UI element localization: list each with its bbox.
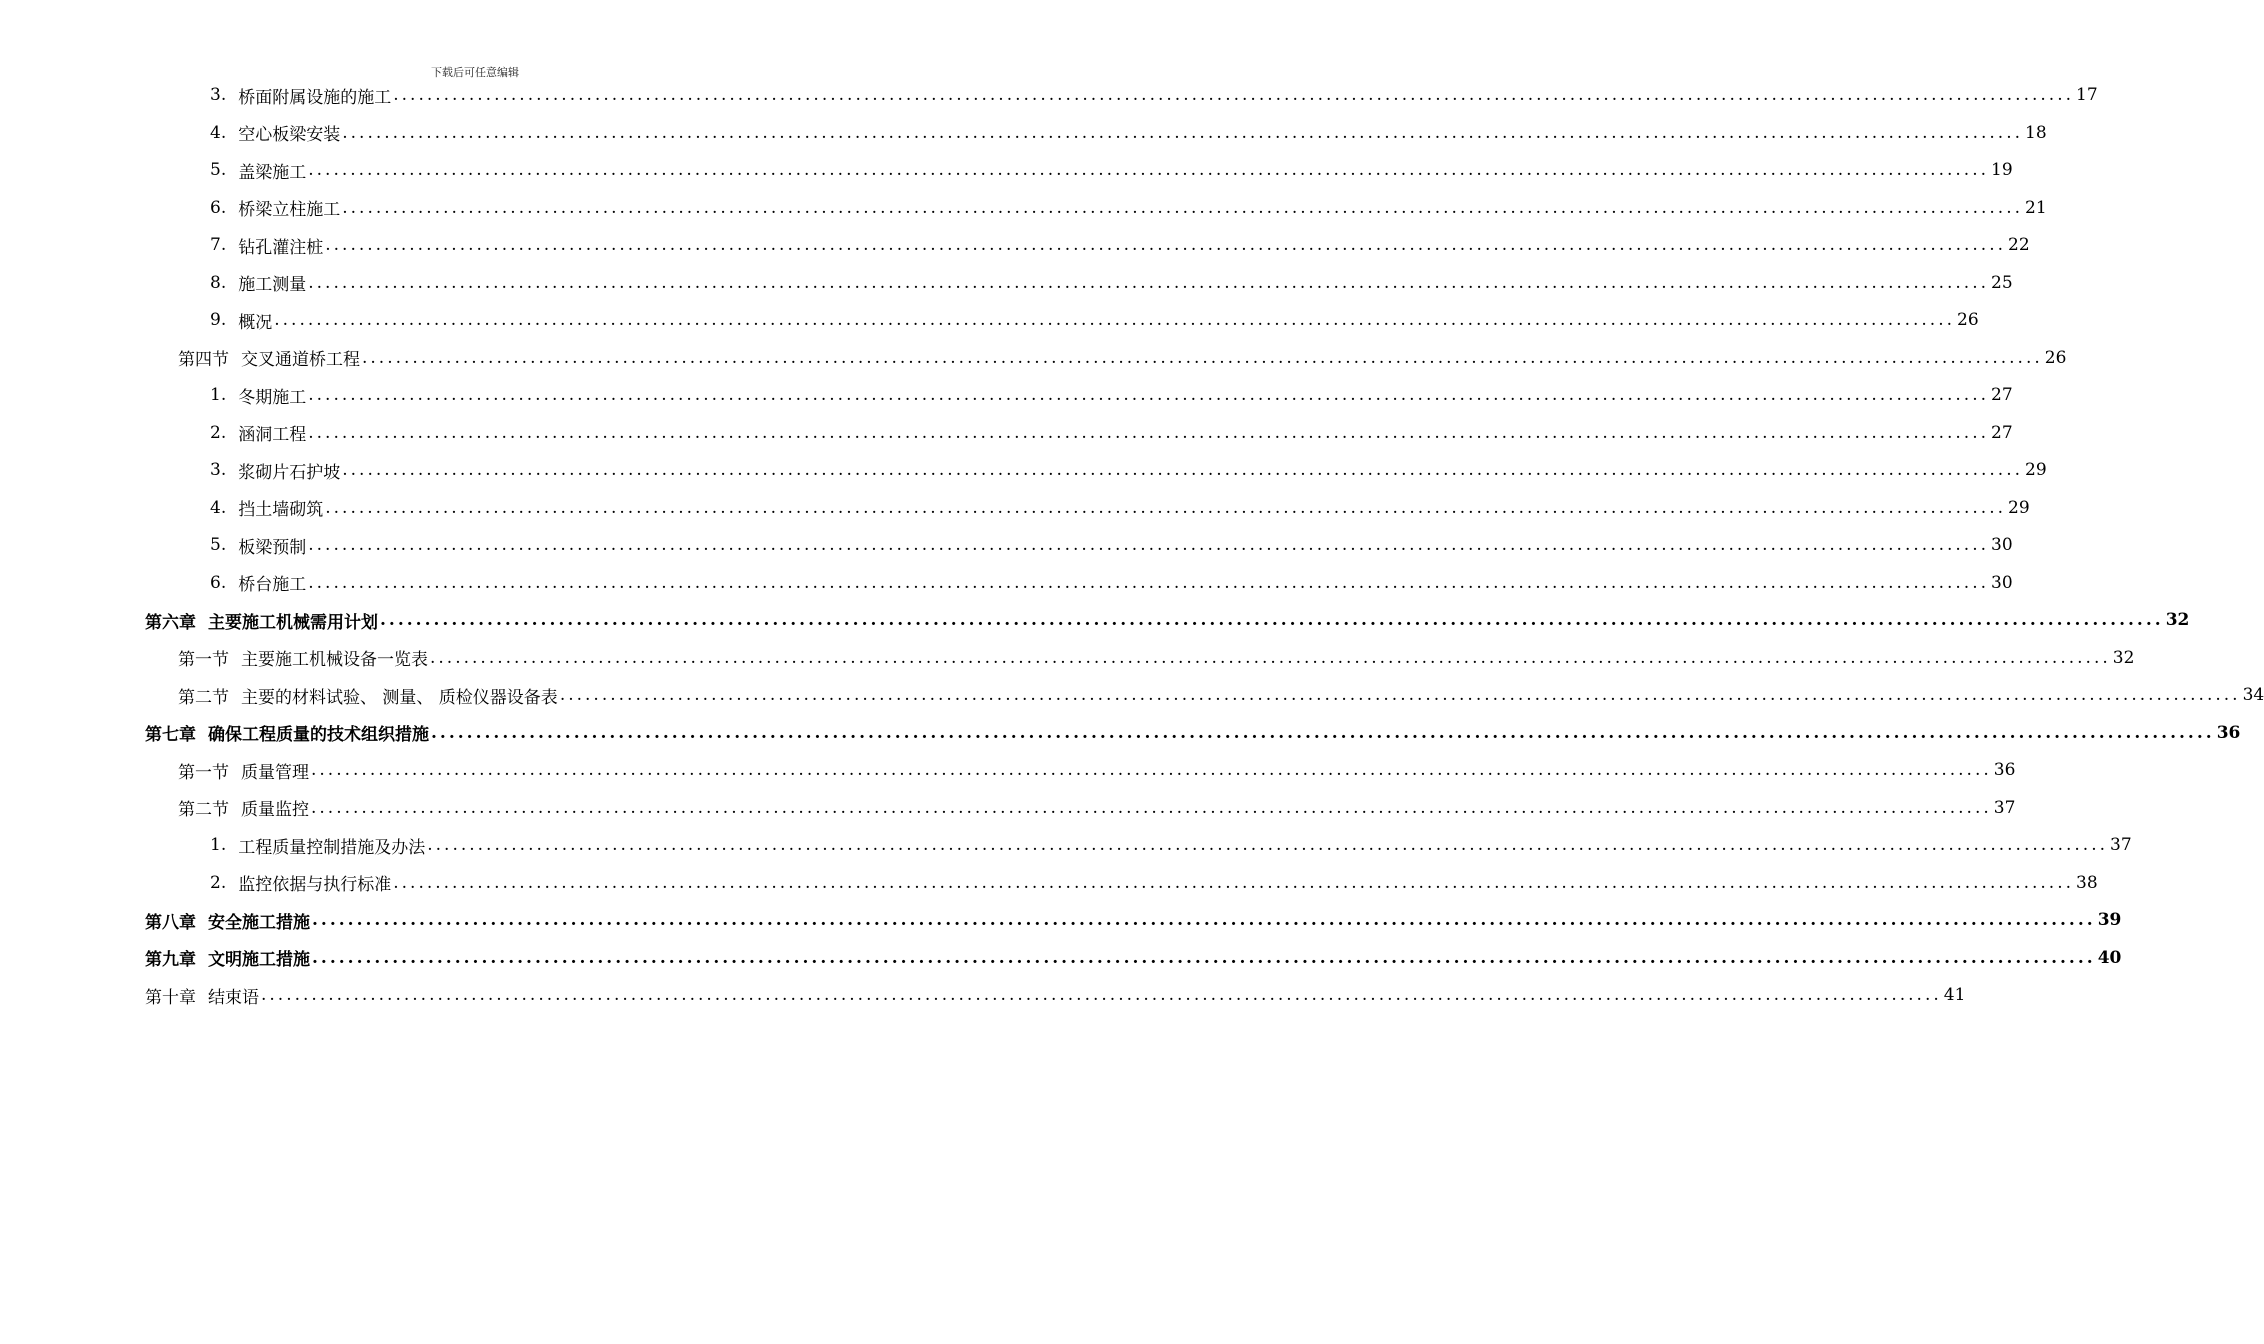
toc-dot-leader: ........................................................................................................................................................................................................: [308, 535, 1989, 555]
toc-entry-page: 37: [2110, 835, 2132, 855]
toc-entry-number: 7.: [210, 235, 227, 255]
toc-dot-leader: ........................................................................................................................................................................................................: [342, 122, 2023, 143]
toc-dot-leader: ........................................................................................................................................................................................................: [325, 497, 2006, 518]
toc-dot-leader: ........................................................................................................................................................................................................: [559, 685, 2241, 705]
toc-dot-leader: ........................................................................................................................................................................................................: [342, 197, 2023, 218]
toc-entry-title: 确保工程质量的技术组织措施: [208, 725, 429, 745]
toc-entry-title: 工程质量控制措施及办法: [238, 837, 426, 858]
toc-entry[interactable]: [145, 602, 2190, 638]
toc-entry-page: 26: [1957, 310, 1979, 330]
toc-entry-number: 6.: [210, 197, 227, 218]
toc-dot-leader: ........................................................................................................................................................................................................: [261, 985, 1942, 1005]
toc-entry[interactable]: [178, 677, 2264, 713]
toc-entry-page: 32: [2165, 610, 2190, 630]
toc-entry-title: 主要的材料试验、 测量、 质检仪器设备表: [241, 687, 558, 708]
toc-dot-leader: ........................................................................................................................................................................................................: [342, 460, 2023, 480]
toc-entry[interactable]: [210, 865, 2098, 901]
toc-entry-title: 监控依据与执行标准: [238, 875, 392, 895]
toc-entry-page: 30: [1991, 535, 2013, 555]
toc-entry[interactable]: [210, 377, 2013, 413]
toc-entry[interactable]: [210, 265, 2013, 301]
toc-entry-page: 41: [1943, 985, 1966, 1005]
toc-entry-page: 25: [1991, 272, 2013, 293]
toc-dot-leader: ........................................................................................................................................................................................................: [312, 947, 2096, 968]
toc-entry-number: 6.: [210, 572, 227, 593]
toc-entry[interactable]: [145, 902, 2122, 938]
toc-entry[interactable]: [145, 977, 1966, 1013]
toc-entry-title: 桥台施工: [238, 575, 307, 595]
toc-entry[interactable]: [210, 490, 2030, 526]
toc-entry-title: 桥面附属设施的施工: [238, 87, 392, 108]
toc-entry[interactable]: [210, 302, 1979, 338]
toc-entry-number: 1.: [210, 835, 227, 855]
toc-entry-title: 钻孔灌注桩: [238, 237, 324, 258]
toc-entry-number: 4.: [210, 122, 227, 143]
toc-dot-leader: ........................................................................................................................................................................................................: [430, 647, 2111, 668]
toc-entry-number: 2.: [210, 872, 227, 893]
toc-entry-page: 32: [2112, 647, 2135, 668]
toc-dot-leader: ........................................................................................................................................................................................................: [308, 422, 1989, 443]
toc-entry-number: 1.: [210, 385, 227, 405]
toc-entry-title: 安全施工措施: [208, 912, 310, 933]
toc-entry-number: 第二节: [178, 687, 229, 708]
toc-entry-page: 36: [2216, 722, 2241, 743]
toc-entry-number: 第六章: [145, 612, 196, 633]
toc-entry[interactable]: [178, 752, 2016, 788]
toc-entry-page: 19: [1991, 160, 2013, 180]
toc-entry-title: 概况: [238, 312, 273, 333]
toc-entry[interactable]: [178, 640, 2135, 676]
toc-entry-page: 29: [2025, 460, 2047, 480]
toc-entry-number: 第九章: [145, 950, 196, 970]
toc-entry-title: 主要施工机械需用计划: [208, 612, 378, 633]
toc-entry[interactable]: [210, 115, 2047, 151]
toc-entry-page: 29: [2008, 497, 2030, 518]
toc-entry-page: 36: [1993, 760, 2016, 780]
toc-dot-leader: ........................................................................................................................................................................................................: [308, 160, 1989, 180]
toc-dot-leader: ........................................................................................................................................................................................................: [393, 85, 2074, 105]
toc-entry[interactable]: [210, 415, 2013, 451]
toc-dot-leader: ........................................................................................................................................................................................................: [325, 235, 2006, 255]
toc-entry-number: 2.: [210, 422, 227, 443]
toc-entry-page: 17: [2076, 85, 2098, 105]
toc-entry-number: 第八章: [145, 912, 196, 933]
toc-entry-title: 质量管理: [241, 762, 309, 783]
toc-entry[interactable]: [210, 152, 2013, 188]
toc-entry-title: 质量监控: [241, 800, 309, 820]
toc-entry-title: 施工测量: [238, 275, 307, 295]
toc-entry[interactable]: [210, 77, 2098, 113]
toc-entry-title: 空心板梁安装: [238, 125, 341, 145]
toc-entry-title: 主要施工机械设备一览表: [241, 650, 428, 670]
toc-entry[interactable]: [210, 452, 2047, 488]
toc-entry[interactable]: [145, 715, 2241, 751]
toc-entry[interactable]: [210, 190, 2047, 226]
toc-entry-number: 8.: [210, 272, 227, 293]
toc-dot-leader: ........................................................................................................................................................................................................: [308, 385, 1989, 405]
toc-entry-page: 18: [2025, 122, 2047, 143]
toc-dot-leader: ........................................................................................................................................................................................................: [393, 872, 2074, 893]
toc-entry-title: 盖梁施工: [238, 162, 307, 183]
toc-entry-title: 桥梁立柱施工: [238, 200, 341, 220]
toc-entry[interactable]: [210, 827, 2132, 863]
toc-dot-leader: ........................................................................................................................................................................................................: [308, 572, 1989, 593]
toc-entry-title: 挡土墙砌筑: [238, 500, 324, 520]
toc-entry-number: 第十章: [145, 987, 196, 1008]
toc-entry-page: 30: [1991, 572, 2013, 593]
toc-entry-number: 第一节: [178, 762, 229, 783]
toc-dot-leader: ........................................................................................................................................................................................................: [431, 722, 2215, 743]
toc-entry-title: 涵洞工程: [238, 425, 307, 445]
toc-entry[interactable]: [210, 227, 2030, 263]
toc-entry-page: 40: [2097, 947, 2122, 968]
toc-entry-page: 27: [1991, 385, 2013, 405]
toc-entry-title: 浆砌片石护坡: [238, 462, 341, 483]
toc-entry-page: 26: [2044, 347, 2067, 368]
toc-entry-number: 4.: [210, 497, 227, 518]
toc-entry-page: 38: [2076, 872, 2098, 893]
toc-entry[interactable]: [210, 565, 2013, 601]
toc-entry-number: 第七章: [145, 725, 196, 745]
toc-entry-title: 冬期施工: [238, 387, 307, 408]
toc-entry-number: 第一节: [178, 650, 229, 670]
toc-entry-page: 27: [1991, 422, 2013, 443]
toc-entry-title: 结束语: [208, 987, 259, 1008]
toc-dot-leader: ........................................................................................................................................................................................................: [311, 760, 1992, 780]
toc-entry-title: 板梁预制: [238, 537, 307, 558]
toc-entry[interactable]: [178, 340, 2067, 376]
toc-entry-number: 3.: [210, 460, 227, 480]
toc-dot-leader: ........................................................................................................................................................................................................: [380, 610, 2164, 630]
toc-entry-number: 第四节: [178, 350, 229, 370]
toc-entry-number: 3.: [210, 85, 227, 105]
toc-entry-title: 文明施工措施: [208, 950, 310, 970]
toc-entry-page: 34: [2242, 685, 2264, 705]
header-note: 下载后可任意编辑: [431, 66, 519, 79]
toc-dot-leader: ........................................................................................................................................................................................................: [308, 272, 1989, 293]
toc-entry[interactable]: [178, 790, 2016, 826]
toc-entry-page: 37: [1993, 797, 2016, 818]
toc-entry-number: 9.: [210, 310, 227, 330]
toc-entry-title: 交叉通道桥工程: [241, 350, 360, 370]
toc-entry-page: 21: [2025, 197, 2047, 218]
toc-entry-number: 5.: [210, 535, 227, 555]
toc-entry-number: 第二节: [178, 800, 229, 820]
toc-dot-leader: ........................................................................................................................................................................................................: [427, 835, 2108, 855]
toc-entry[interactable]: [210, 527, 2013, 563]
toc-dot-leader: ........................................................................................................................................................................................................: [312, 910, 2096, 930]
toc-entry-number: 5.: [210, 160, 227, 180]
toc-entry[interactable]: [145, 940, 2122, 976]
toc-entry-page: 22: [2008, 235, 2030, 255]
toc-dot-leader: ........................................................................................................................................................................................................: [274, 310, 1955, 330]
toc-dot-leader: ........................................................................................................................................................................................................: [362, 347, 2043, 368]
toc-entry-page: 39: [2097, 910, 2122, 930]
toc-dot-leader: ........................................................................................................................................................................................................: [311, 797, 1992, 818]
